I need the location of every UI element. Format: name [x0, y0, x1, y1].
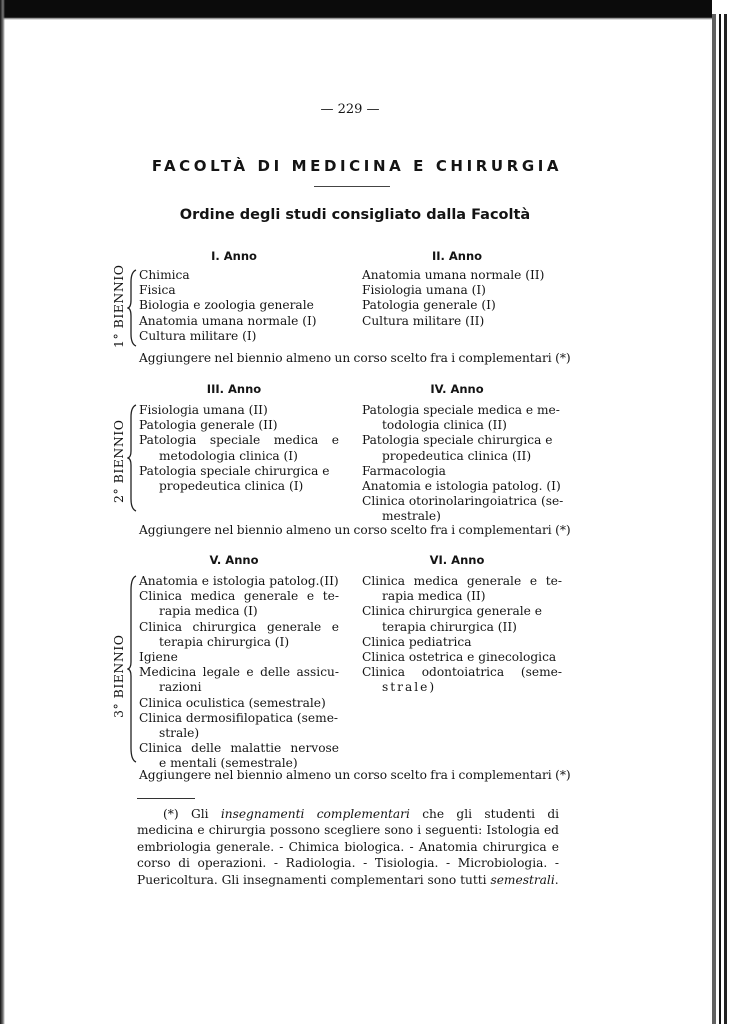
course-item: Farmacologia: [362, 463, 446, 478]
biennio-label-3: 3° BIENNIO: [111, 634, 126, 718]
course-item-continued: propedeutica clinica (I): [159, 479, 304, 494]
course-item: Clinica medica generale e te-: [139, 589, 339, 604]
course-item: Anatomia umana normale (II): [362, 268, 545, 282]
course-item: Cultura militare (I): [139, 328, 257, 343]
brace-icon: [127, 574, 139, 764]
course-item: Clinica chirurgica generale e: [362, 604, 542, 619]
footnote-marker: (*): [163, 807, 179, 821]
course-list-year-5: [139, 574, 339, 772]
brace-icon: [127, 268, 139, 348]
year-heading-4: IV. Anno: [430, 382, 484, 396]
page-subtitle: Ordine degli studi consigliato dalla Facoltà: [179, 207, 531, 223]
course-item: Anatomia e istologia patolog.(II): [139, 574, 339, 588]
scan-edge-right: [712, 0, 730, 1024]
course-item: Clinica medica generale e te-: [362, 574, 562, 588]
course-item: Clinica pediatrica: [362, 634, 472, 649]
brace-icon: [127, 403, 139, 513]
footnote: (*) Gli insegnamenti complementari che gli studenti di medicina e chirurgia possono scegliere sono i seguenti: Istologia ed embriologia generale. - Chimica biologica. - Anatomia chirurgica e corso di operazioni. - Radiologia. - Tisiologia. - Microbiologia. - Puericoltura. Gli insegnamenti complementari sono tutti semestrali.: [137, 807, 560, 887]
course-item: Medicina legale e delle assicu-: [139, 665, 339, 680]
footnote-divider: [137, 798, 195, 799]
course-item-continued: strale): [382, 680, 437, 695]
course-item-continued: todologia clinica (II): [382, 418, 507, 433]
course-item: Cultura militare (II): [362, 313, 485, 328]
course-item-continued: terapia chirurgica (I): [159, 634, 290, 649]
course-item-continued: e mentali (semestrale): [159, 756, 298, 771]
course-item-continued: razioni: [159, 680, 202, 695]
biennio-note-1: Aggiungere nel biennio almeno un corso scelto fra i complementari (*): [139, 351, 571, 365]
biennio-note-2: Aggiungere nel biennio almeno un corso scelto fra i complementari (*): [139, 523, 571, 537]
year-heading-5: V. Anno: [209, 553, 259, 567]
course-item-continued: rapia medica (I): [159, 604, 258, 619]
course-item-continued: rapia medica (II): [382, 589, 486, 604]
biennio-label-1: 1° BIENNIO: [111, 264, 126, 348]
year-heading-6: VI. Anno: [429, 553, 485, 567]
course-item: Patologia speciale chirurgica e: [362, 433, 553, 448]
course-item: Anatomia e istologia patolog. (I): [362, 479, 561, 494]
course-item: Anatomia umana normale (I): [139, 313, 317, 328]
course-item-continued: terapia chirurgica (II): [382, 619, 517, 634]
course-item: Clinica oculistica (semestrale): [139, 695, 326, 710]
scan-edge-top: [0, 0, 730, 18]
course-item: Fisica: [139, 283, 176, 298]
course-item: Clinica otorinolaringoiatrica (se-: [362, 494, 564, 509]
course-item: Igiene: [139, 650, 178, 665]
course-item-continued: metodologia clinica (I): [159, 448, 298, 463]
biennio-label-2: 2° BIENNIO: [111, 419, 126, 503]
course-list-year-6: [362, 574, 562, 696]
course-item-continued: mestrale): [382, 509, 441, 524]
year-heading-2: II. Anno: [431, 249, 483, 263]
course-item: Patologia generale (I): [362, 298, 496, 313]
course-list-year-4: [362, 403, 562, 525]
course-item: Chimica: [139, 268, 190, 282]
course-item-continued: propedeutica clinica (II): [382, 448, 532, 463]
course-list-year-3: [139, 403, 339, 494]
year-heading-3: III. Anno: [206, 382, 262, 396]
course-item: Clinica dermosifilopatica (seme-: [139, 710, 339, 725]
course-item: Biologia e zoologia generale: [139, 298, 314, 313]
scan-edge-left: [0, 0, 5, 1024]
course-item: Patologia generale (II): [139, 418, 278, 433]
course-list-year-1: [139, 268, 339, 344]
title-divider: [314, 186, 390, 187]
course-list-year-2: [362, 268, 562, 329]
course-item: Fisiologia umana (II): [139, 403, 268, 417]
course-item: Clinica delle malattie nervose: [139, 741, 339, 756]
course-item: Clinica odontoiatrica (seme-: [362, 665, 562, 680]
course-item: Patologia speciale medica e: [139, 433, 339, 448]
course-item: Clinica chirurgica generale e: [139, 619, 339, 634]
page-title: FACOLTÀ DI MEDICINA E CHIRURGIA: [151, 157, 563, 175]
course-item: Fisiologia umana (I): [362, 283, 486, 298]
page-number: — 229 —: [320, 102, 380, 117]
course-item: Clinica ostetrica e ginecologica: [362, 650, 557, 665]
year-heading-1: I. Anno: [211, 249, 257, 263]
course-item: Patologia speciale medica e me-: [362, 403, 560, 417]
course-item-continued: strale): [159, 726, 200, 741]
biennio-note-3: Aggiungere nel biennio almeno un corso scelto fra i complementari (*): [139, 768, 571, 782]
course-item: Patologia speciale chirurgica e: [139, 463, 330, 478]
